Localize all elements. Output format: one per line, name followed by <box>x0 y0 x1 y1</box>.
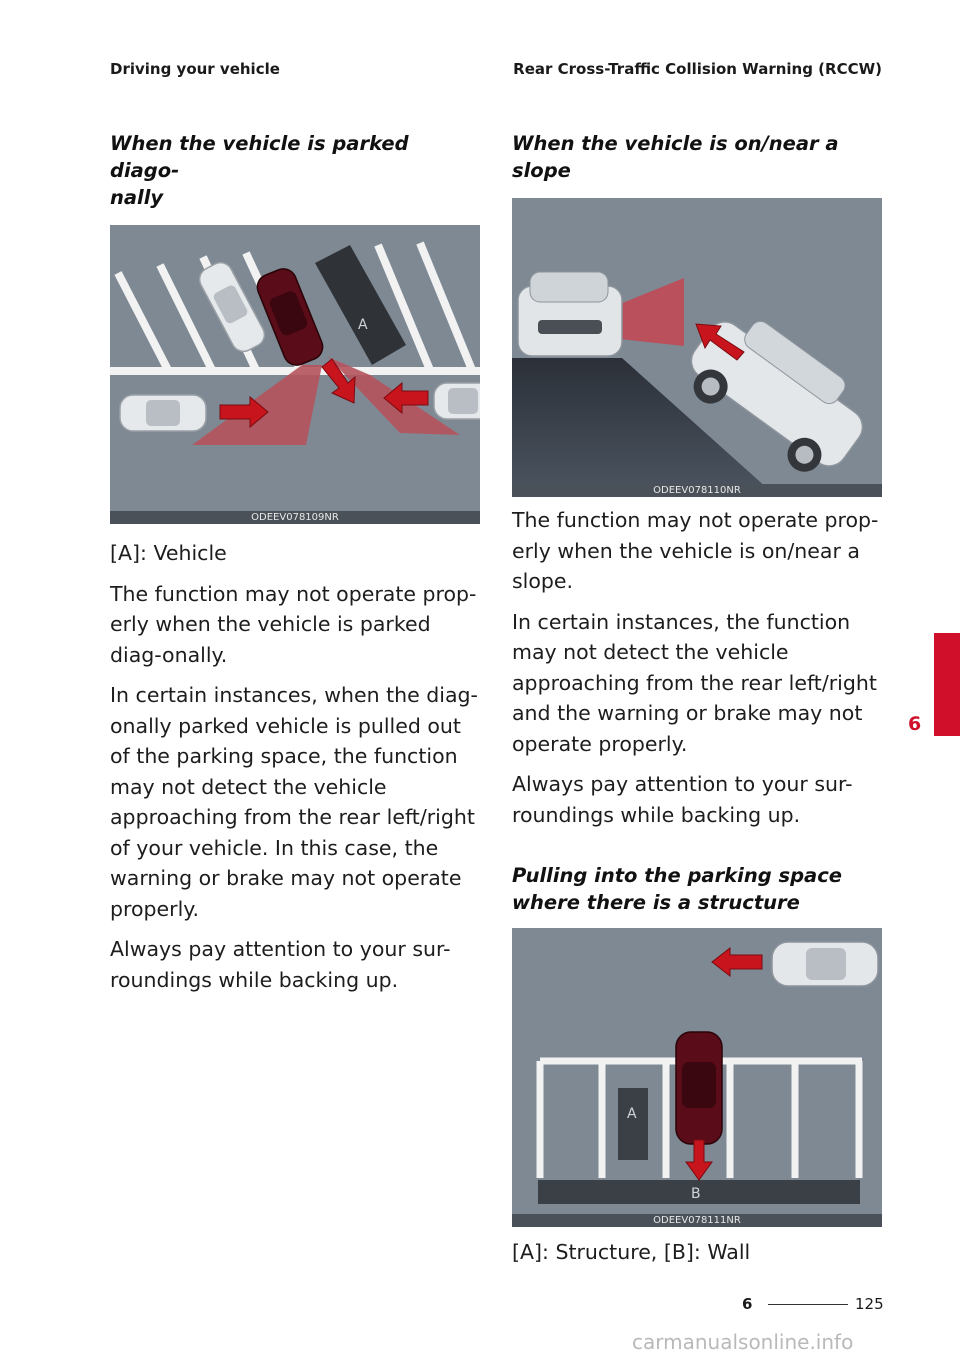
figure-diagonal-parking <box>110 225 480 524</box>
footer-divider <box>768 1304 848 1305</box>
approaching-car <box>772 942 878 986</box>
caption-structure-wall: [A]: Structure, [B]: Wall <box>512 1240 751 1264</box>
label-b: B <box>691 1186 701 1202</box>
diagonal-parking-illustration <box>110 225 480 524</box>
heading-diagonal-parking: When the vehicle is parked diago- nally <box>110 132 409 209</box>
paragraph-diagonal-1: The function may not operate prop-erly when the vehicle is parked diag-onally. <box>110 581 477 667</box>
figure-code: ODEEV078111NR <box>512 1214 882 1227</box>
figure-code: ODEEV078110NR <box>512 484 882 497</box>
footer-page-number: 125 <box>855 1295 884 1313</box>
left-column <box>110 130 480 995</box>
footer-chapter: 6 <box>742 1295 753 1313</box>
watermark: carmanualsonline.info <box>632 1330 854 1354</box>
paragraph-slope-3: Always pay attention to your sur-roundings while backing up. <box>512 772 853 827</box>
structure-illustration <box>512 928 882 1227</box>
approaching-car-right <box>434 383 480 419</box>
caption-vehicle: [A]: Vehicle <box>110 541 227 565</box>
figure-structure <box>512 928 882 1227</box>
paragraph-diagonal-2: In certain instances, when the diag-onally parked vehicle is pulled out of the parking space, the function may not detect the vehicle approaching from the rear left/right of your vehicle. In this case, the warning or brake may not operate properly. <box>110 683 478 921</box>
chapter-side-tab-number: 6 <box>908 713 922 735</box>
right-column <box>512 130 882 1268</box>
label-a: A <box>358 317 368 333</box>
paragraph-diagonal-3: Always pay attention to your sur-roundings while backing up. <box>110 937 451 992</box>
running-header-section: Driving your vehicle <box>110 60 280 78</box>
slope-illustration <box>512 198 882 497</box>
heading-structure: Pulling into the parking space where there is a structure <box>512 864 842 914</box>
running-header-title: Rear Cross-Traffic Collision Warning (RCCW) <box>513 60 882 78</box>
own-dark-red-car <box>676 1032 722 1144</box>
paragraph-slope-1: The function may not operate prop-erly when the vehicle is on/near a slope. <box>512 508 879 593</box>
approaching-car-left <box>120 395 206 431</box>
chapter-side-tab <box>934 633 960 736</box>
paragraph-slope-2: In certain instances, the function may not detect the vehicle approaching from the rear left/right and the warning or brake may not operate properly. <box>512 609 877 756</box>
heading-slope: When the vehicle is on/near a slope <box>512 132 839 182</box>
figure-slope <box>512 198 882 497</box>
car-front-view <box>518 272 622 356</box>
structure-a <box>618 1088 648 1160</box>
label-a: A <box>627 1106 637 1122</box>
figure-code: ODEEV078109NR <box>110 511 480 524</box>
